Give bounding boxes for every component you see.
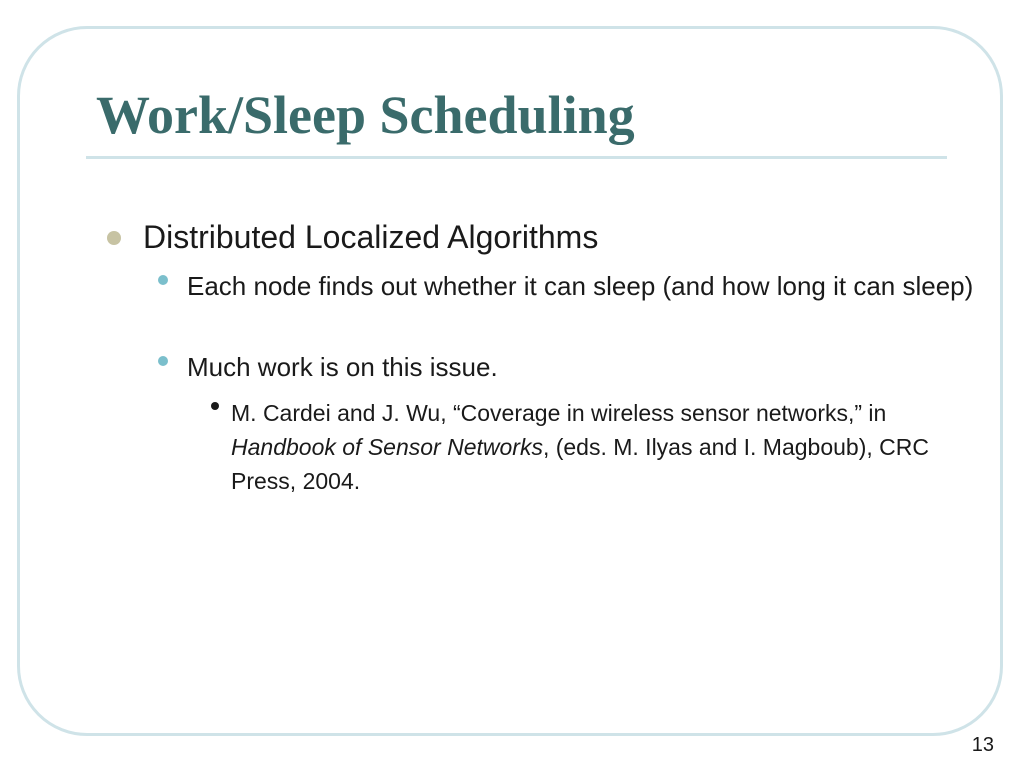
bullet-reference	[231, 396, 931, 498]
reference-book-title: Handbook of Sensor Networks	[231, 434, 543, 460]
title-divider	[86, 156, 947, 159]
bullet-much-work: Much work is on this issue.	[187, 352, 498, 382]
bullet-distributed-algorithms: Distributed Localized Algorithms	[143, 219, 599, 255]
bullet-level2-icon	[158, 356, 168, 366]
slide-title: Work/Sleep Scheduling	[96, 85, 635, 145]
reference-publisher: , (eds. M. Ilyas and I. Magboub), CRC Press, 2004.	[231, 434, 929, 494]
bullet-level1-icon	[107, 231, 121, 245]
reference-text: M. Cardei and J. Wu, “Coverage in wireless sensor networks,” in	[231, 400, 887, 426]
page-number: 13	[971, 734, 994, 756]
bullet-level2-icon	[158, 275, 168, 285]
bullet-level3-icon	[211, 402, 219, 410]
bullet-node-sleep: Each node finds out whether it can sleep (and how long it can sleep)	[187, 271, 974, 301]
